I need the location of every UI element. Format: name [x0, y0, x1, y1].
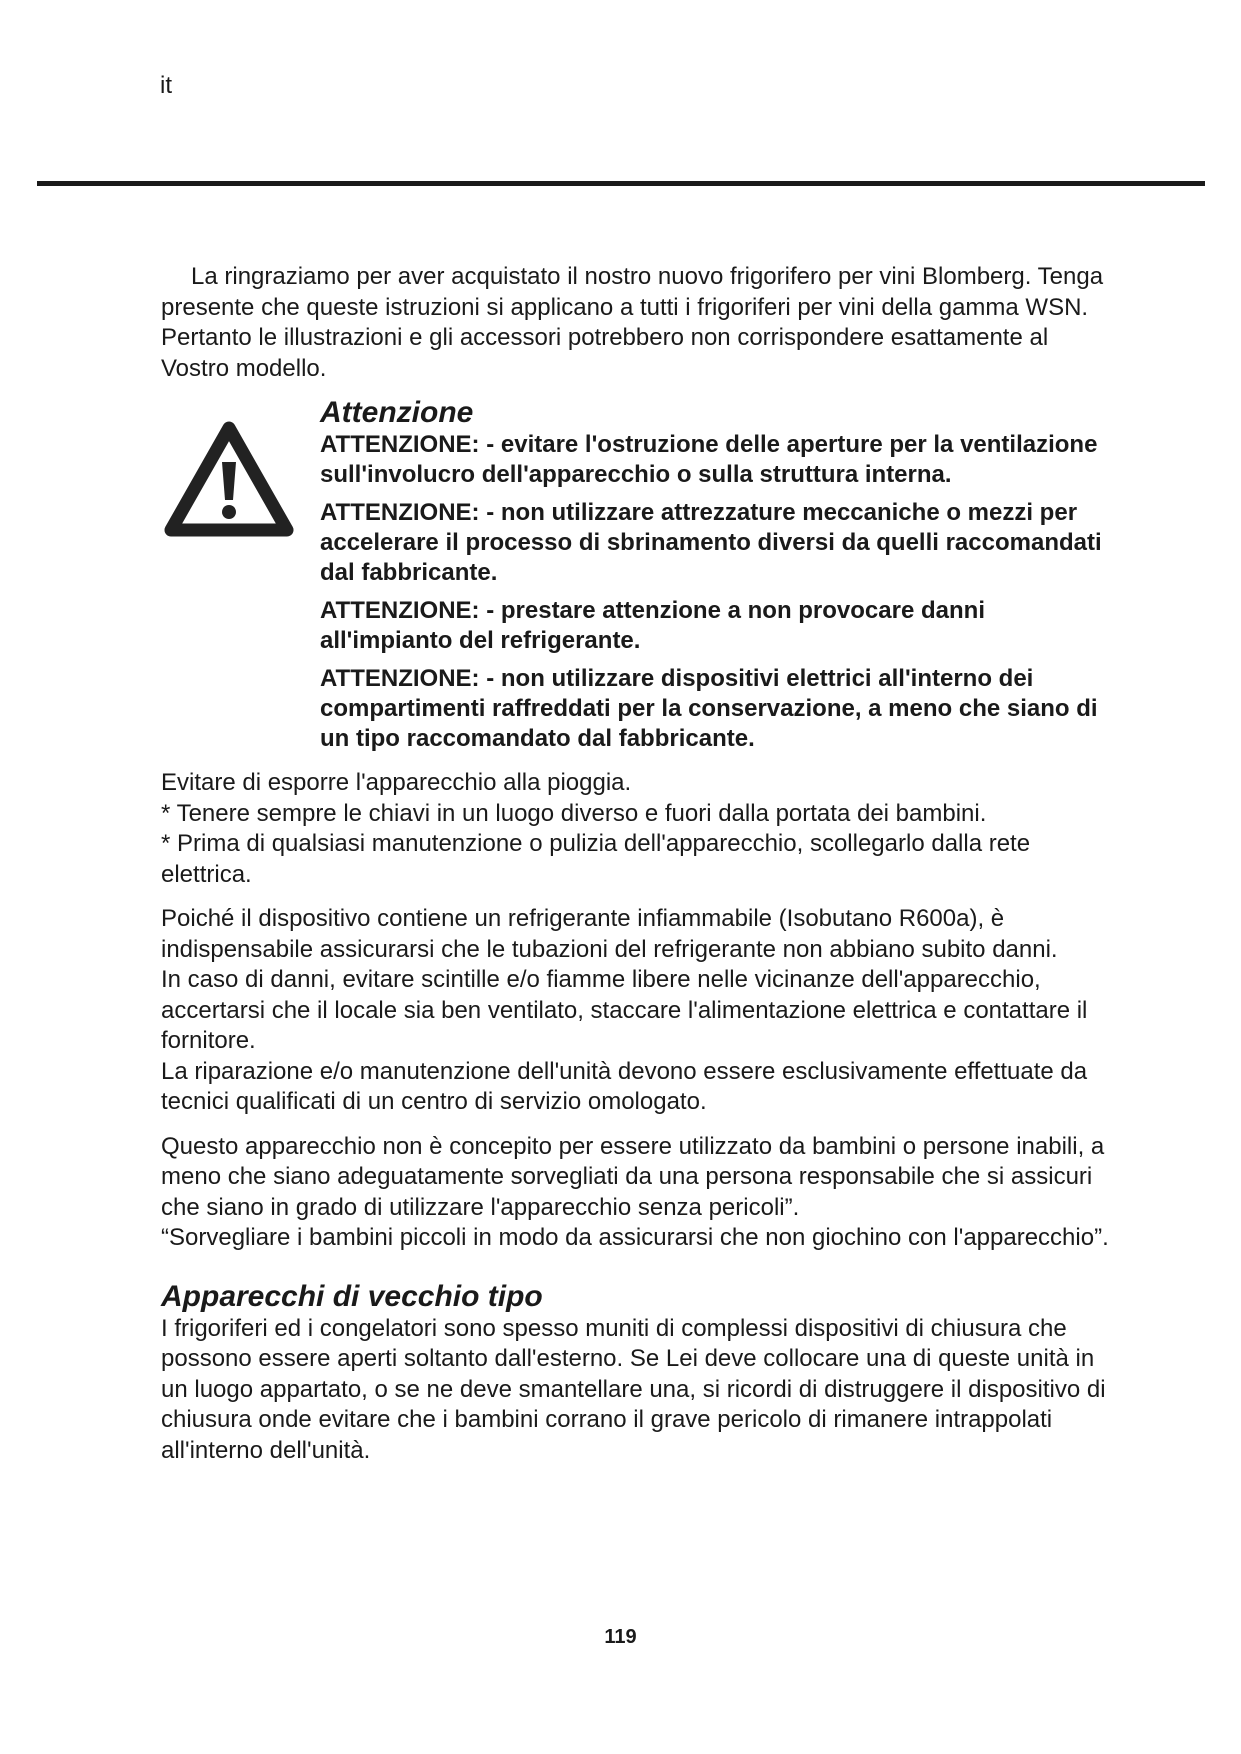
- children-line: Questo apparecchio non è concepito per essere utilizzato da bambini o persone inabili, a meno che siano adeguatamente sorvegliati da una persona responsabile che si assicuri che siano in grado di utilizzare l'apparecchio senza pericoli”.: [161, 1132, 1105, 1221]
- children-block: [161, 1132, 1121, 1254]
- intro-paragraph: La ringraziamo per aver acquistato il nostro nuovo frigorifero per vini Blomberg. Tenga presente che queste istruzioni si applicano a tutti i frigoriferi per vini della gamma WSN. Pertanto le illustrazioni e gli accessori potrebbero non corrispondere esattamente al Vostro modello.: [161, 263, 1104, 382]
- old-appliances-text: I frigoriferi ed i congelatori sono spesso muniti di complessi dispositivi di chiusura che possono essere aperti soltanto dall'esterno. Se Lei deve collocare una di queste unità in un luogo appartato, o se ne deve smantellare una, si ricordi di distruggere il dispositivo di chiusura onde evitare che i bambini corrano il grave pericolo di rimanere intrappolati all'interno dell'unità.: [161, 1314, 1106, 1464]
- safety-block: [161, 768, 1121, 890]
- header-divider: [37, 181, 1205, 186]
- warning-item: ATTENZIONE: - non utilizzare attrezzature meccaniche o mezzi per accelerare il processo di sbrinamento diversi da quelli raccomandati dal fabbricante.: [320, 499, 1102, 586]
- children-line: “Sorvegliare i bambini piccoli in modo da assicurarsi che non giochino con l'apparecchio”.: [161, 1224, 1109, 1251]
- refrigerant-line: La riparazione e/o manutenzione dell'unità devono essere esclusivamente effettuate da tecnici qualificati di un centro di servizio omologato.: [161, 1057, 1088, 1115]
- page-content: [161, 262, 1121, 1466]
- safety-line: * Tenere sempre le chiavi in un luogo diverso e fuori dalla portata dei bambini.: [161, 799, 987, 827]
- warning-title: Attenzione: [320, 396, 474, 429]
- safety-line: Evitare di esporre l'apparecchio alla pioggia.: [161, 769, 632, 796]
- page-number: 119: [604, 1626, 637, 1648]
- warning-triangle-icon: [161, 418, 297, 540]
- warning-item: ATTENZIONE: - prestare attenzione a non provocare danni all'impianto del refrigerante.: [320, 597, 985, 654]
- safety-line: * Prima di qualsiasi manutenzione o pulizia dell'apparecchio, scollegarlo dalla rete elettrica.: [161, 830, 1031, 888]
- refrigerant-line: Poiché il dispositivo contiene un refrigerante infiammabile (Isobutano R600a), è indispensabile assicurarsi che le tubazioni del refrigerante non abbiano subito danni.: [161, 905, 1058, 963]
- refrigerant-line: In caso di danni, evitare scintille e/o fiamme libere nelle vicinanze dell'apparecchio, accertarsi che il locale sia ben ventilato, staccare l'alimentazione elettrica e contattare il fornitore.: [161, 966, 1088, 1054]
- warning-item: ATTENZIONE: - evitare l'ostruzione delle aperture per la ventilazione sull'involucro dell'apparecchio o sulla struttura interna.: [320, 431, 1098, 488]
- warning-section: [161, 396, 1121, 754]
- language-code: it: [160, 72, 172, 99]
- old-appliances-title: Apparecchi di vecchio tipo: [161, 1279, 543, 1313]
- refrigerant-block: [161, 904, 1121, 1118]
- warning-item: ATTENZIONE: - non utilizzare dispositivi elettrici all'interno dei compartimenti raffreddati per la conservazione, a meno che siano di un tipo raccomandato dal fabbricante.: [320, 665, 1098, 752]
